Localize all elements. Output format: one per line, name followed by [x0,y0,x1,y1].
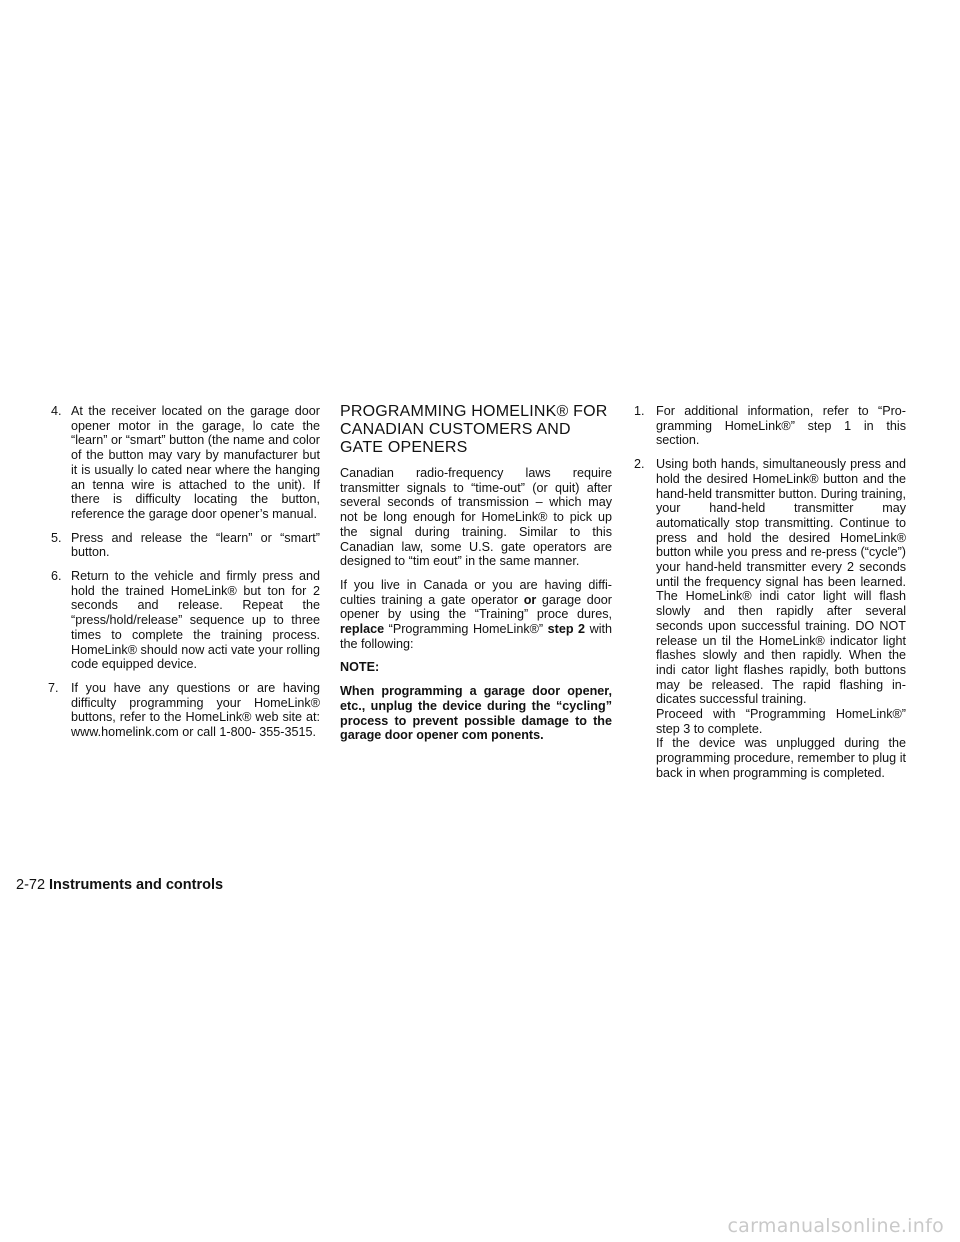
list-item-text: At the receiver located on the garage door opener motor in the garage, lo cate the “learn” or “smart” button (the name and color of the button may vary by manufacturer but it is usually lo cated near where the hanging an tenna wire is attached to the unit). If there is difficulty locating the button, reference the garage door opener’s manual. [71,404,320,521]
list-item-text: If the device was unplugged during the programming procedure, remember to plug it back in when programming is completed. [656,736,906,780]
list-item [48,404,320,522]
list-item [634,404,906,448]
intro-paragraph: Canadian radio-frequency laws require transmitter signals to “time-out” (or quit) after several seconds of transmission – which may not be long enough for HomeLink® to pick up the signal during training. Similar to this Canadian law, some U.S. gate operators are designed to “tim eout” in the same manner. [340,466,612,569]
list-item-number: 1. [634,404,645,418]
list-item-text: Return to the vehicle and firmly press and hold the trained HomeLink® but ton for 2 seconds and release. Repeat the “press/hold/release” sequence up to three times to complete the training process. HomeLink® should now acti vate your rolling code equipped device. [71,569,320,672]
list-item-number: 7. [48,680,59,695]
left-column [48,404,320,749]
list-item [48,569,320,672]
page-footer [16,876,223,894]
watermark: carmanualsonline.info [727,1215,944,1237]
instruction-paragraph [340,578,612,652]
list-item-number: 6. [51,569,62,584]
note-text: When programming a garage door opener, etc., unplug the device during the “cycling” process to prevent possible damage to the garage door opener com ponents. [340,684,612,743]
paragraph-text: with the following: [340,622,612,651]
list-item [634,457,906,780]
list-item-text: Using both hands, simultaneously press and hold the desired HomeLink® button and the hand-held transmitter button. During training, your hand-held transmitter may automatically stop transmitting. Continue to press and hold the desired HomeLink® button while you press and re-press (“cycle”) your hand-held transmitter every 2 seconds until the frequency signal has been learned. The HomeLink® indi cator light will flash slowly and then rapidly after several seconds upon successful training. DO NOT release un til the HomeLink® indicator light flashes slowly and then rapidly. When the indi cator light flashes rapidly, both buttons may be released. The rapid flashing in dicates successful training. [656,457,906,707]
list-item-number: 4. [51,404,62,418]
list-item-text: For additional information, refer to “Pro gramming HomeLink®” step 1 in this section. [656,404,906,448]
emphasis-text: step 2 [547,622,586,637]
list-item-number: 5. [51,530,62,545]
emphasis-text: replace [340,622,385,637]
list-item [48,681,320,740]
middle-column [340,403,612,743]
section-heading: PROGRAMMING HOMELINK® FOR CANADIAN CUSTOMERS AND GATE OPENERS [340,403,608,456]
list-item-number: 2. [634,457,645,472]
list-item [48,531,320,560]
emphasis-text: or [523,592,537,607]
paragraph-text: If you live in Canada or you are having diffi culties training a gate operator [340,577,612,607]
list-item-text: If you have any questions or are having difficulty programming your HomeLink® buttons, refer to the HomeLink® web site at: www.homelink.com or call 1-800- 355-3515. [71,680,320,740]
note-label: NOTE: [340,660,380,675]
list-item-text: Press and release the “learn” or “smart” button. [71,530,320,560]
right-column [634,404,906,790]
page-number: 2-72 [16,877,46,893]
list-item-text: Proceed with “Programming HomeLink®” step 3 to complete. [656,707,906,736]
paragraph-text: “Programming HomeLink®” [384,622,548,637]
section-title: Instruments and controls [49,877,224,893]
paragraph-text: garage door opener by using the “Training” proce dures, [340,592,613,622]
